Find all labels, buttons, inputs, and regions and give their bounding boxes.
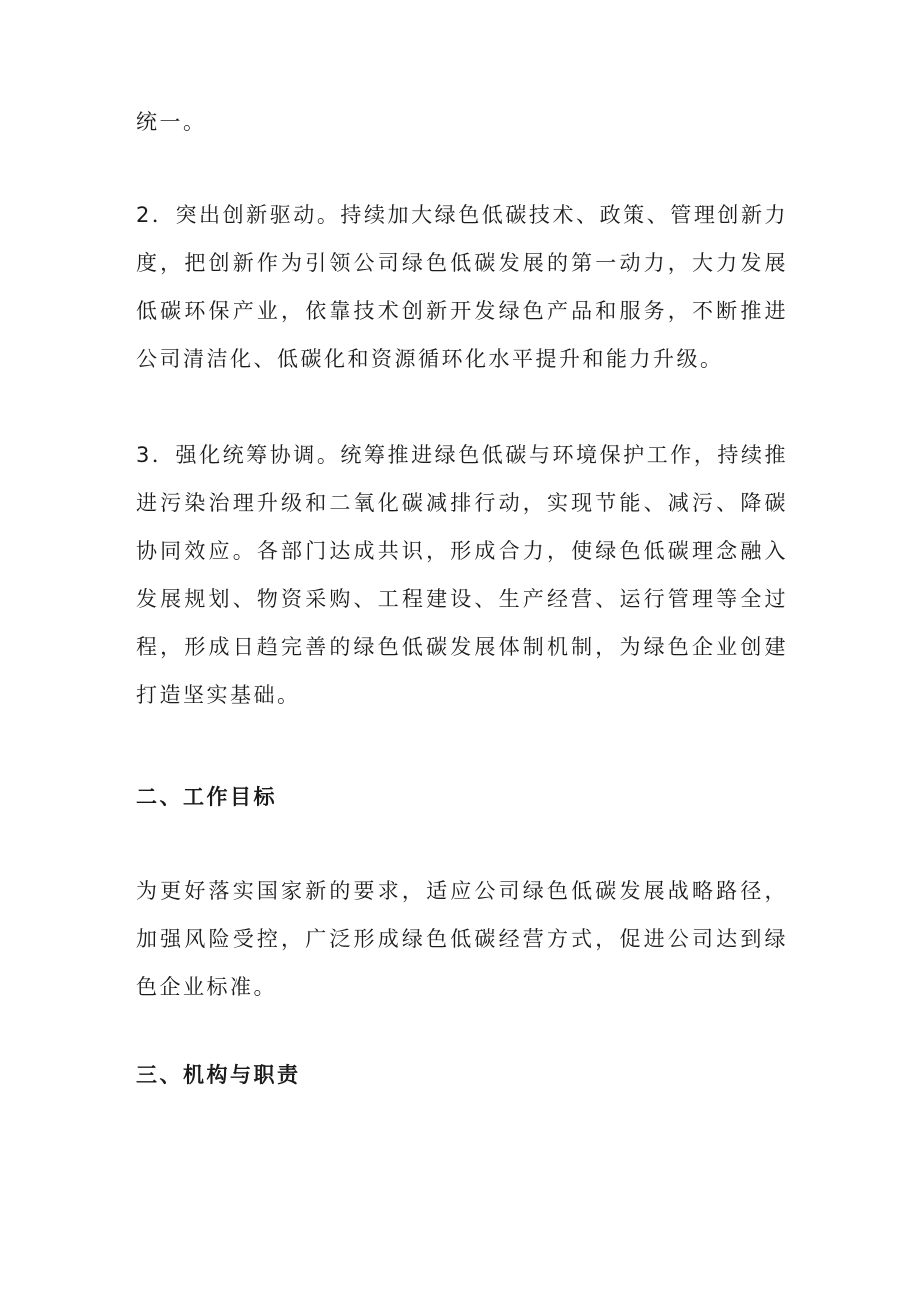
- section-heading-organization: 三、机构与职责: [136, 1063, 301, 1087]
- section-heading-work-goals: 二、工作目标: [136, 785, 277, 809]
- goal-paragraph: 为更好落实国家新的要求，适应公司绿色低碳发展战略路径，加强风险受控，广泛形成绿色低碳经营方式，促进公司达到绿色企业标准。: [136, 879, 788, 999]
- principle-item-2: 2．突出创新驱动。持续加大绿色低碳技术、政策、管理创新力度，把创新作为引领公司绿色低碳发展的第一动力，大力发展低碳环保产业，依靠技术创新开发绿色产品和服务，不断推进公司清洁化、低碳化和资源循环化水平提升和能力升级。: [136, 203, 788, 371]
- principle-item-3: 3．强化统筹协调。统筹推进绿色低碳与环境保护工作，持续推进污染治理升级和二氧化碳减排行动，实现节能、减污、降碳协同效应。各部门达成共识，形成合力，使绿色低碳理念融入发展规划、物资采购、工程建设、生产经营、运行管理等全过程，形成日趋完善的绿色低碳发展体制机制，为绿色企业创建打造坚实基础。: [136, 443, 788, 707]
- continuation-paragraph: 统一。: [136, 110, 207, 134]
